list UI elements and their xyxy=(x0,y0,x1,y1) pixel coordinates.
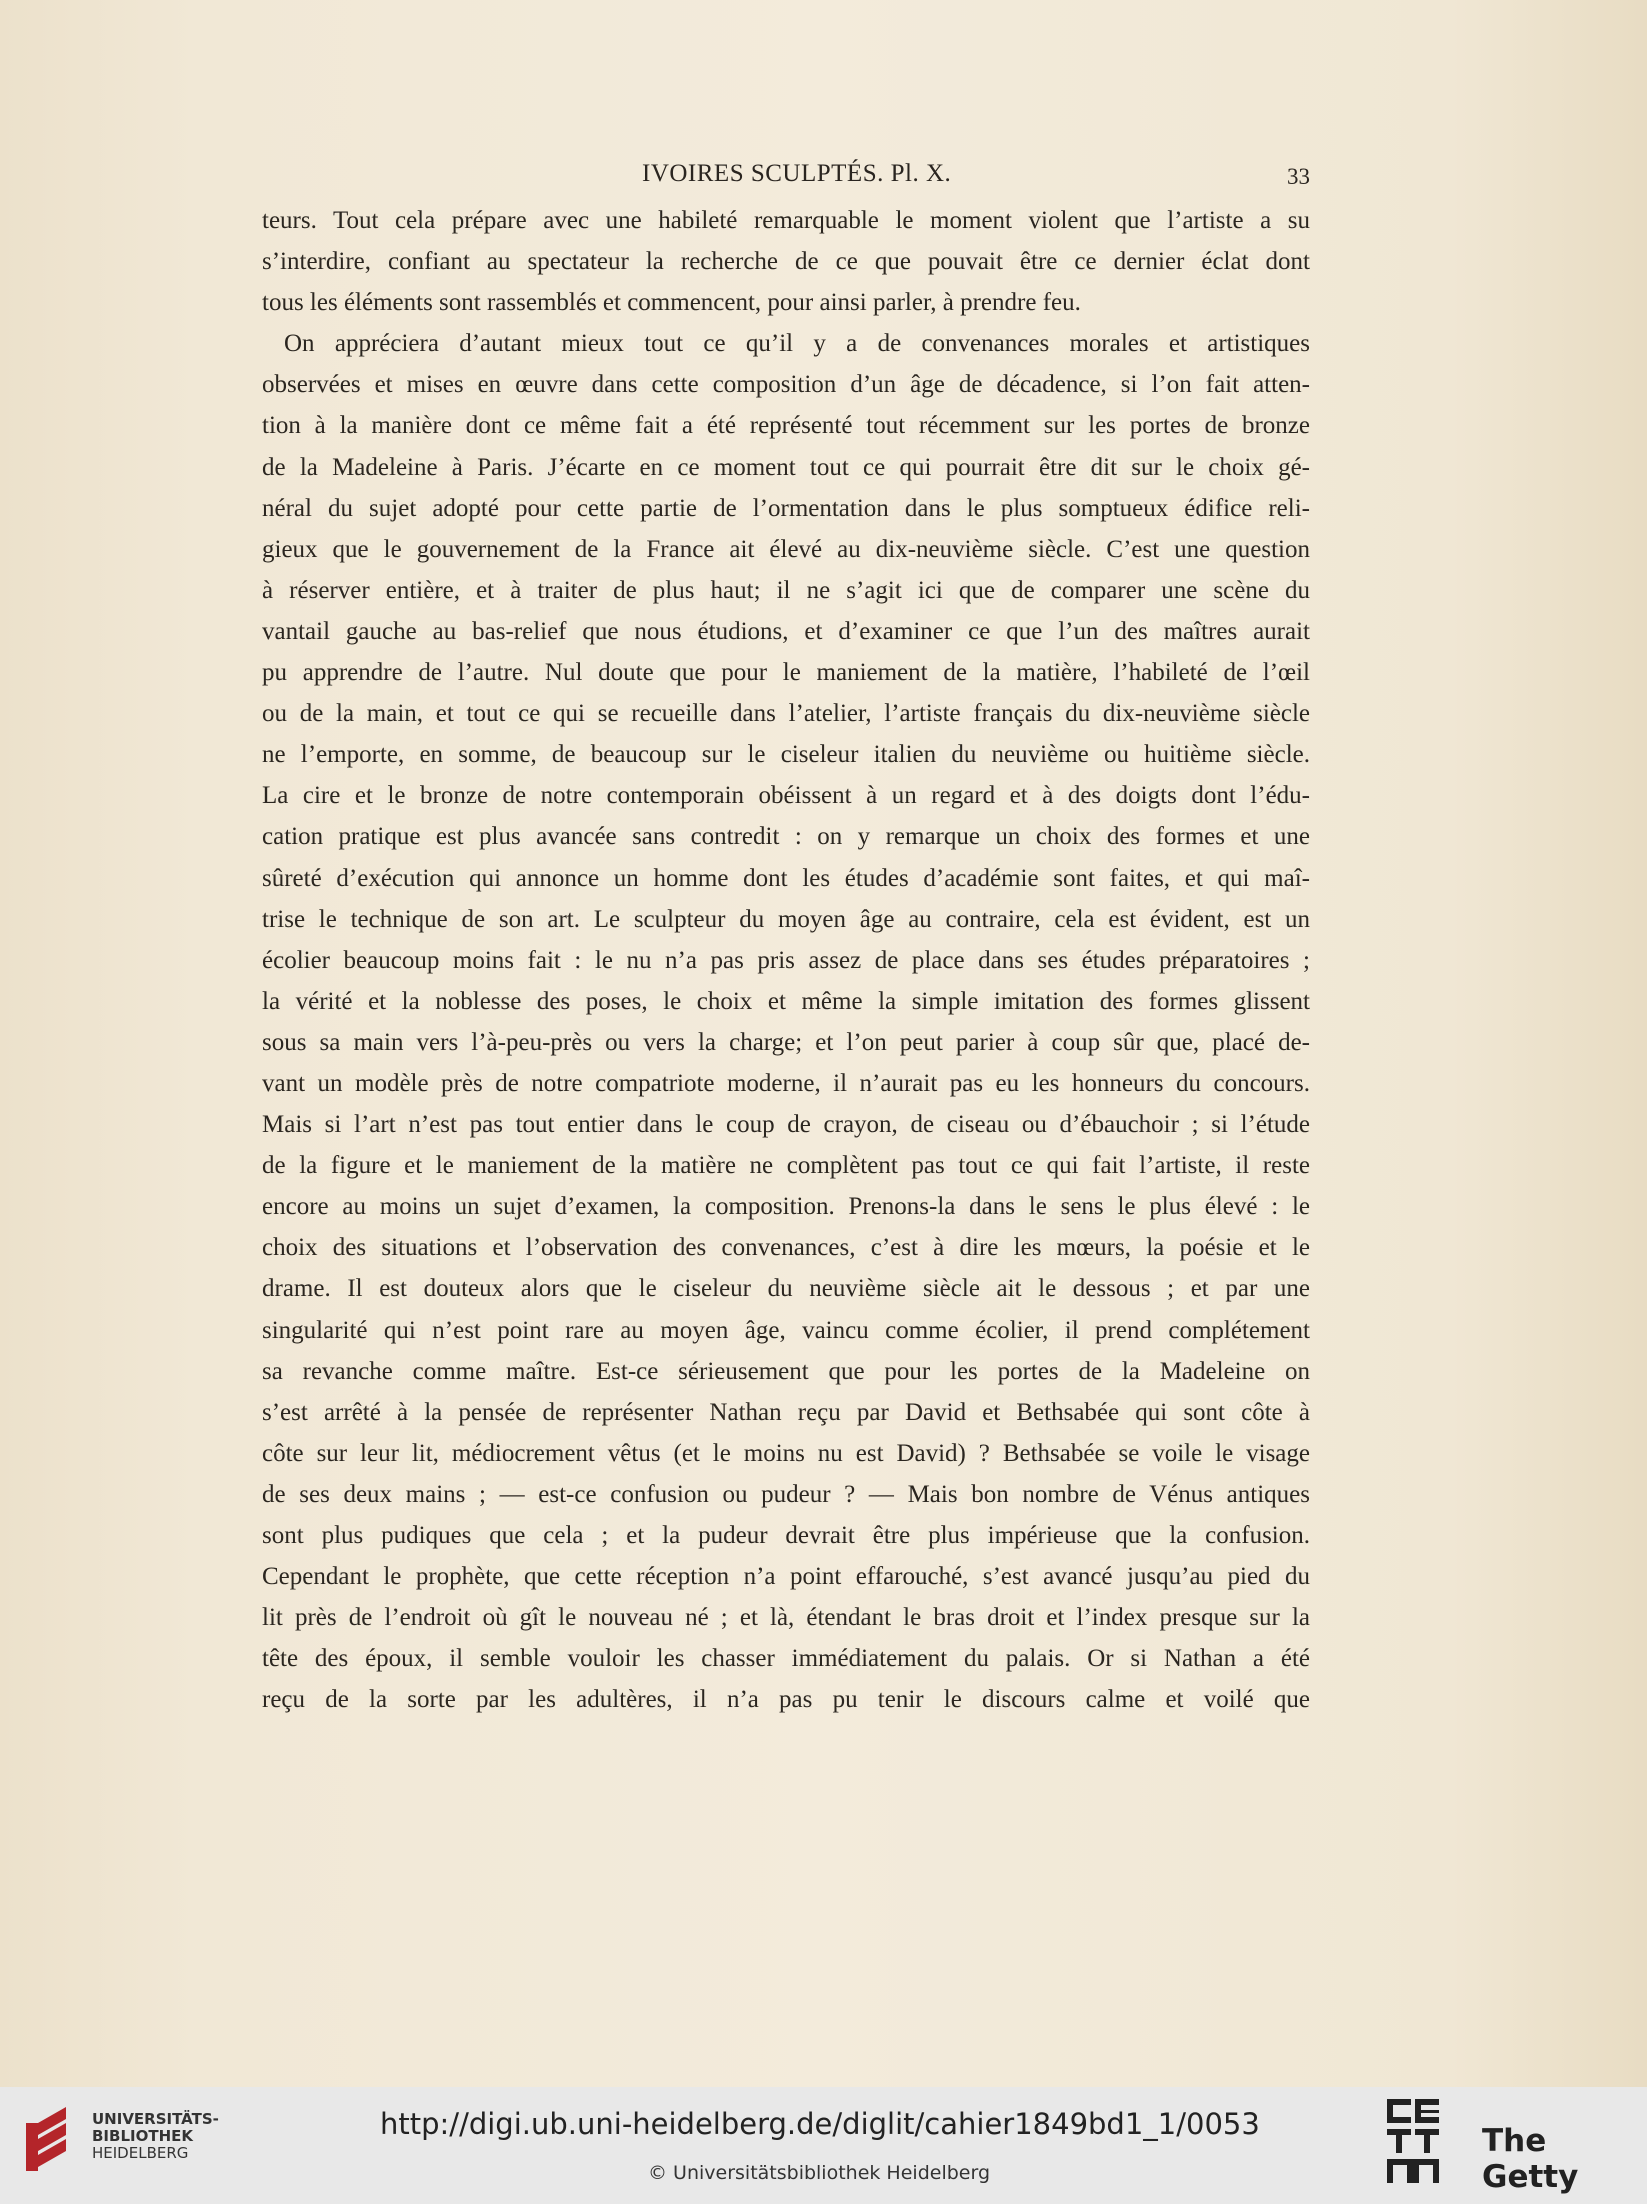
text-line: On appréciera d’autant mieux tout ce qu’il y a de convenances morales et artistiques xyxy=(284,330,1310,358)
ub-heidelberg-logo-icon xyxy=(18,2103,78,2173)
text-line: cation pratique est plus avancée sans contredit : on y remarque un choix des formes et une xyxy=(262,823,1310,851)
permalink-url[interactable]: http://digi.ub.uni-heidelberg.de/diglit/cahier1849bd1_1/0053 xyxy=(380,2107,1260,2141)
text-line: s’est arrêté à la pensée de représenter Nathan reçu par David et Bethsabée qui sont côte à xyxy=(262,1398,1310,1426)
text-line: vantail gauche au bas-relief que nous étudions, et d’examiner ce que l’un des maîtres aurait xyxy=(262,617,1310,645)
text-line: la vérité et la noblesse des poses, le choix et même la simple imitation des formes glissent xyxy=(262,987,1310,1015)
getty-logo-icon xyxy=(1385,2097,1455,2187)
text-line: de la Madeleine à Paris. J’écarte en ce moment tout ce qui pourrait être dit sur le choix gé- xyxy=(262,453,1310,481)
text-line: de la figure et le maniement de la matière ne complètent pas tout ce qui fait l’artiste, il reste xyxy=(262,1152,1310,1180)
text-line: vant un modèle près de notre compatriote moderne, il n’aurait pas eu les honneurs du concours. xyxy=(262,1069,1310,1097)
library-line: UNIVERSITÄTS- xyxy=(92,2110,219,2128)
library-line: BIBLIOTHEK xyxy=(92,2127,193,2145)
text-line: tion à la manière dont ce même fait a été représenté tout récemment sur les portes de bronze xyxy=(262,412,1310,440)
partner-name: The Getty xyxy=(1482,2123,1579,2195)
library-name xyxy=(92,2111,219,2162)
page-header xyxy=(262,160,1310,200)
text-line: encore au moins un sujet d’examen, la composition. Prenons-la dans le sens le plus élevé : le xyxy=(262,1193,1310,1221)
text-line: à réserver entière, et à traiter de plus haut; il ne s’agit ici que de comparer une scène du xyxy=(262,576,1310,604)
text-line: tête des époux, il semble vouloir les chasser immédiatement du palais. Or si Nathan a été xyxy=(262,1645,1310,1673)
text-line: néral du sujet adopté pour cette partie de l’ormentation dans le plus somptueux édifice reli- xyxy=(262,494,1310,522)
text-line: sont plus pudiques que cela ; et la pudeur devrait être plus impérieuse que la confusion. xyxy=(262,1522,1310,1549)
body-text xyxy=(262,200,1310,1720)
text-line: teurs. Tout cela prépare avec une habileté remarquable le moment violent que l’artiste a su xyxy=(262,207,1310,234)
text-line: singularité qui n’est point rare au moyen âge, vaincu comme écolier, il prend complétement xyxy=(262,1316,1310,1344)
viewer-footer xyxy=(0,2087,1647,2204)
text-line: s’interdire, confiant au spectateur la recherche de ce que pouvait être ce dernier éclat dont xyxy=(262,248,1310,276)
text-line: écolier beaucoup moins fait : le nu n’a pas pris assez de place dans ses études préparatoires ; xyxy=(262,946,1310,974)
text-line: sûreté d’exécution qui annonce un homme dont les études d’académie sont faites, et qui maî- xyxy=(262,864,1310,892)
text-line: Cependant le prophète, que cette réception n’a point effarouché, s’est avancé jusqu’au pied du xyxy=(262,1563,1310,1591)
text-line: La cire et le bronze de notre contemporain obéissent à un regard et à des doigts dont l’édu- xyxy=(262,782,1310,810)
running-title: IVOIRES SCULPTÉS. Pl. X. xyxy=(642,160,952,187)
text-line: tous les éléments sont rassemblés et commencent, pour ainsi parler, à prendre feu. xyxy=(262,289,1081,317)
text-line: trise le technique de son art. Le sculpteur du moyen âge au contraire, cela est évident, est un xyxy=(262,905,1310,933)
text-line: observées et mises en œuvre dans cette composition d’un âge de décadence, si l’on fait atten- xyxy=(262,371,1310,399)
text-line: drame. Il est douteux alors que le ciseleur du neuvième siècle ait le dessous ; et par une xyxy=(262,1275,1310,1303)
text-line: côte sur leur lit, médiocrement vêtus (et le moins nu est David) ? Bethsabée se voile le visage xyxy=(262,1439,1310,1467)
library-line: HEIDELBERG xyxy=(92,2144,189,2162)
text-line: sa revanche comme maître. Est-ce sérieusement que pour les portes de la Madeleine on xyxy=(262,1357,1310,1385)
text-line: ou de la main, et tout ce qui se recueille dans l’atelier, l’artiste français du dix-neuvième siècle xyxy=(262,700,1310,728)
page-number: 33 xyxy=(1287,164,1310,189)
text-line: ne l’emporte, en somme, de beaucoup sur le ciseleur italien du neuvième ou huitième siècle. xyxy=(262,741,1310,769)
text-line: reçu de la sorte par les adultères, il n’a pas pu tenir le discours calme et voilé que xyxy=(262,1686,1310,1714)
text-line: sous sa main vers l’à-peu-près ou vers la charge; et l’on peut parier à coup sûr que, placé de- xyxy=(262,1028,1310,1056)
copyright-notice: © Universitätsbibliothek Heidelberg xyxy=(648,2162,991,2184)
text-line: pu apprendre de l’autre. Nul doute que pour le maniement de la matière, l’habileté de l’œil xyxy=(262,659,1310,687)
text-line: gieux que le gouvernement de la France ait élevé au dix-neuvième siècle. C’est une question xyxy=(262,535,1310,563)
text-line: de ses deux mains ; — est-ce confusion ou pudeur ? — Mais bon nombre de Vénus antiques xyxy=(262,1480,1310,1508)
text-line: lit près de l’endroit où gît le nouveau né ; et là, étendant le bras droit et l’index presque sur la xyxy=(262,1604,1310,1632)
text-line: Mais si l’art n’est pas tout entier dans le coup de crayon, de ciseau ou d’ébauchoir ; si l’étude xyxy=(262,1111,1310,1139)
text-line: choix des situations et l’observation des convenances, c’est à dire les mœurs, la poésie et le xyxy=(262,1234,1310,1262)
